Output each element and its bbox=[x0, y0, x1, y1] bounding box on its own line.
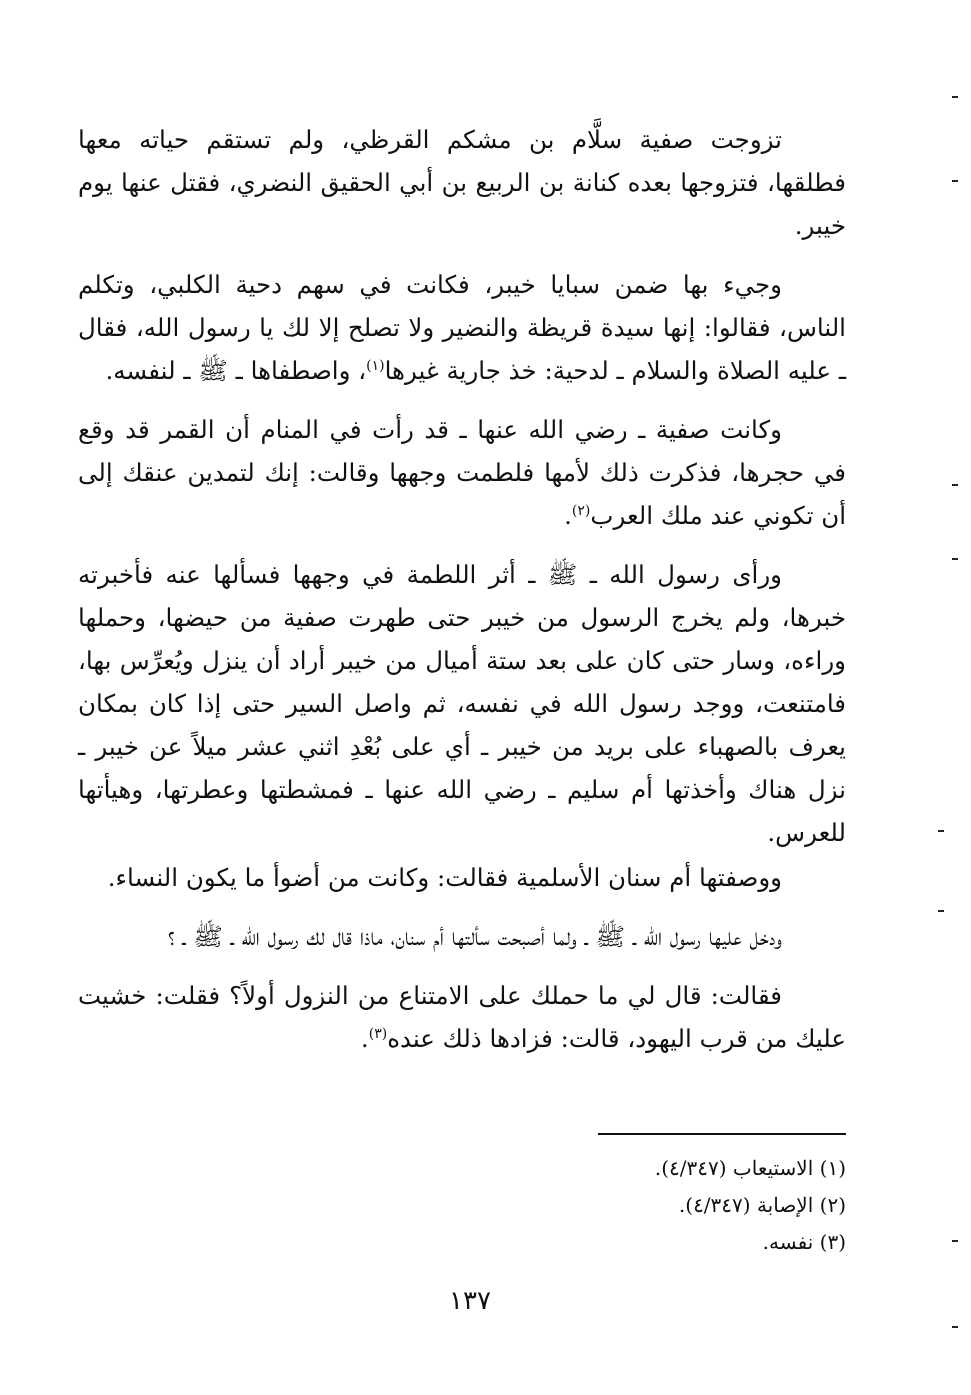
footnotes bbox=[380, 1150, 846, 1261]
footnote-2: (٢) الإصابة (٤/٣٤٧). bbox=[678, 1193, 846, 1217]
page-number: ١٣٧ bbox=[449, 1286, 491, 1316]
footnote-separator bbox=[598, 1133, 846, 1135]
paragraph-6: ودخل عليها رسول الله ـ ﷺ ـ ولما أصبحت سألتها أم سنان، ماذا قال لك رسول الله ـ ﷺ ـ ؟ bbox=[167, 922, 782, 951]
margin-mark bbox=[938, 830, 944, 832]
paragraph-3: وكانت صفية ـ رضي الله عنها ـ قد رأت في المنام أن القمر قد وقع في حجرها، فذكرت ذلك لأمها فلطمت وجهها وقالت: إنك لتمدين عنقك إلى أن تكوني عند ملك العرب$^{(٢)}$. bbox=[78, 415, 846, 530]
paragraph-1: تزوجت صفية سلَّام بن مشكم القرظي، ولم تستقم حياته معها فطلقها، فتزوجها بعده كنانة بن الربيع بن أبي الحقيق النضري، فقتل عنها يوم خيبر. bbox=[78, 125, 846, 240]
main-text bbox=[78, 118, 846, 1060]
paragraph-4: ورأى رسول الله ـ ﷺ ـ أثر اللطمة في وجهها فسألها عنه فأخبرته خبرها، ولم يخرج الرسول من خيبر حتى طهرت صفية من حيضها، وحملها وراءه، وسار حتى كان على بعد ستة أميال من خيبر أراد أن ينزل ويُعرِّس بها، فامتنعت، ووجد رسول الله في نفسه، ثم واصل السير حتى إذا كان بمكان يعرف بالصهباء على بريد من خيبر ـ أي على بُعْدِ اثني عشر ميلاً عن خيبر ـ نزل هناك وأخذتها أم سليم ـ رضي الله عنها ـ فمشطتها وعطرتها، وهيأتها للعرس. bbox=[78, 560, 846, 847]
footnote-3: (٣) نفسه. bbox=[762, 1230, 846, 1254]
margin-mark bbox=[952, 484, 958, 486]
margin-mark bbox=[938, 910, 944, 912]
margin-mark bbox=[952, 96, 958, 98]
paragraph-7: فقالت: قال لي ما حملك على الامتناع من النزول أولاً؟ فقلت: خشيت عليك من قرب اليهود، قالت: فزادها ذلك عنده$^{(٣)}$. bbox=[78, 981, 846, 1053]
footnote-marker-3[interactable]: (٣) bbox=[368, 1025, 388, 1042]
margin-mark bbox=[952, 180, 958, 182]
margin-mark bbox=[952, 1326, 958, 1328]
paragraph-5: ووصفتها أم سنان الأسلمية فقالت: وكانت من أضوأ ما يكون النساء. bbox=[107, 863, 782, 892]
footnote-1: (١) الاستيعاب (٤/٣٤٧). bbox=[654, 1156, 846, 1180]
margin-mark bbox=[952, 558, 958, 560]
footnote-marker-1[interactable]: (١) bbox=[366, 357, 385, 374]
footnote-marker-2[interactable]: (٢) bbox=[571, 502, 591, 519]
margin-mark bbox=[952, 1240, 958, 1242]
paragraph-2: وجيء بها ضمن سبايا خيبر، فكانت في سهم دحية الكلبي، وتكلم الناس، فقالوا: إنها سيدة قريظة والنضير ولا تصلح إلا لك يا رسول الله، فقال ـ عليه الصلاة والسلام ـ لدحية: خذ جارية غيرها$^{(١)}$، واصطفاها ـ ﷺ ـ لنفسه. bbox=[78, 270, 846, 385]
